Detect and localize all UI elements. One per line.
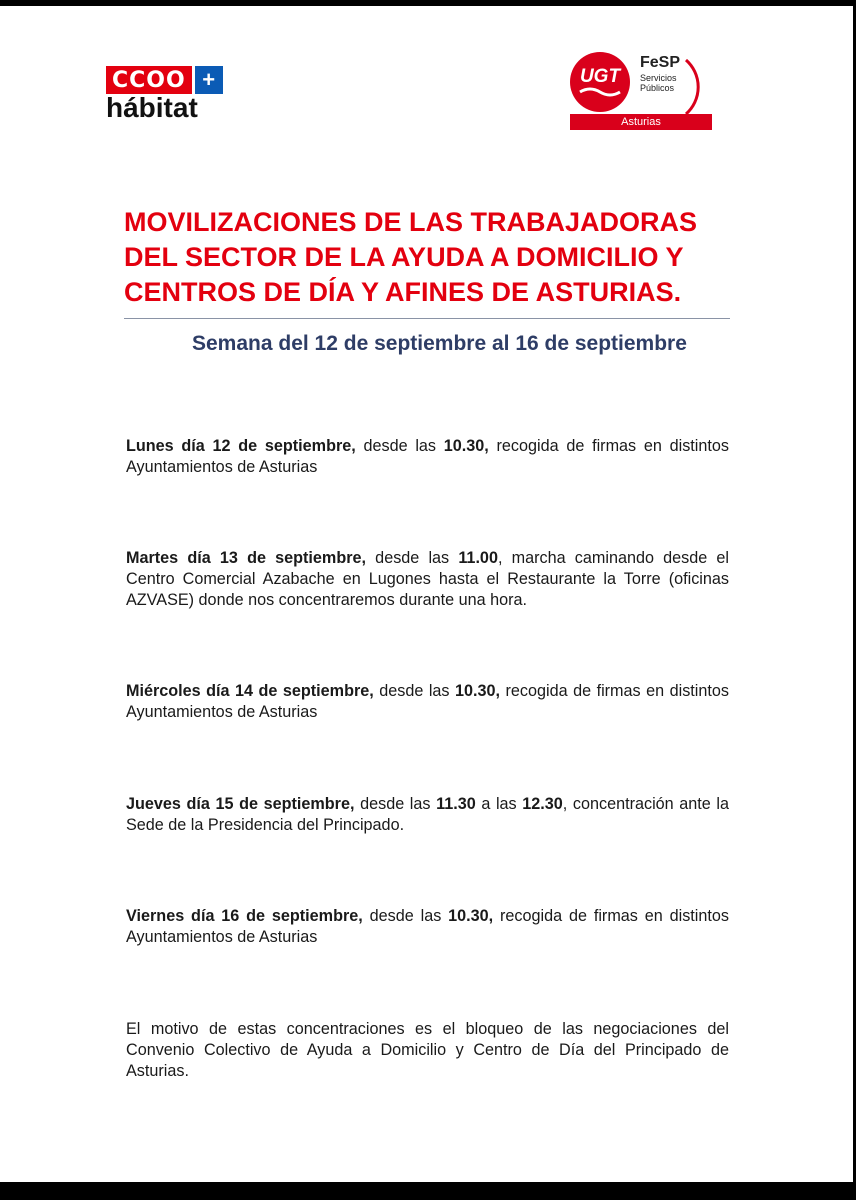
ugt-region-label: Asturias [570, 114, 712, 130]
ugt-fesp-logo [566, 52, 718, 132]
plus-icon: + [195, 66, 223, 94]
event-monday [126, 436, 729, 478]
event-day: Miércoles día 14 de septiembre, [126, 682, 374, 700]
title-line: MOVILIZACIONES DE LAS TRABAJADORAS [124, 207, 698, 237]
event-description: recogida de firmas en distintos Ayuntamientos de Asturias [126, 682, 729, 721]
event-description: , marcha caminando desde el Centro Comercial Azabache en Lugones hasta el Restaurante la Torre (oficinas AZVASE) donde nos concentraremos durante una hora. [126, 549, 729, 609]
event-thursday [126, 794, 729, 836]
title-divider [124, 318, 730, 319]
event-time: 10.30, [443, 437, 489, 455]
event-pre-time: desde las [373, 682, 456, 700]
event-wednesday [126, 681, 729, 723]
title-line: CENTROS DE DÍA Y AFINES DE ASTURIAS. [124, 277, 682, 307]
event-description: recogida de firmas en distintos Ayuntamientos de Asturias [126, 907, 730, 946]
ccoo-logo-bar [106, 66, 246, 94]
event-day: Lunes día 12 de septiembre, [126, 437, 356, 455]
event-day: Martes día 13 de septiembre, [126, 549, 367, 567]
ugt-services-label [640, 73, 677, 93]
event-pre-time: desde las [366, 549, 459, 567]
week-subtitle: Semana del 12 de septiembre al 16 de septiembre [192, 332, 687, 355]
ccoo-habitat-logo [106, 66, 246, 124]
event-description: recogida de firmas en distintos Ayuntamientos de Asturias [126, 437, 730, 476]
event-pre-time: desde las [354, 795, 437, 813]
event-friday [126, 906, 729, 948]
page-title [124, 205, 744, 310]
title-line: DEL SECTOR DE LA AYUDA A DOMICILIO Y [124, 242, 684, 272]
top-border [0, 0, 856, 6]
ccoo-logo-name: hábitat [106, 92, 198, 123]
ugt-publicos-text: Públicos [640, 83, 675, 93]
bottom-border [0, 1182, 856, 1200]
ccoo-logo-mark: CCOO [106, 66, 192, 94]
event-time: 10.30, [448, 907, 494, 925]
event-time: 11.30 [436, 795, 476, 813]
event-day: Viernes día 16 de septiembre, [126, 907, 363, 925]
event-mid: a las [475, 795, 523, 813]
event-description: , concentración ante la Sede de la Presidencia del Principado. [126, 795, 729, 834]
ugt-servicios-text: Servicios [640, 73, 677, 83]
closing-paragraph: El motivo de estas concentraciones es el bloqueo de las negociaciones del Convenio Colectivo de Ayuda a Domicilio y Centro de Día del Principado de Asturias. [126, 1020, 729, 1080]
event-tuesday [126, 548, 729, 611]
ugt-logo-arc [686, 60, 698, 114]
event-time-end: 12.30 [522, 795, 563, 813]
event-time: 10.30, [455, 682, 501, 700]
event-pre-time: desde las [362, 907, 449, 925]
ugt-fesp-label: FeSP [640, 54, 681, 71]
ugt-logo-mark: UGT [579, 66, 621, 87]
event-time: 11.00 [458, 549, 498, 567]
event-day: Jueves día 15 de septiembre, [126, 795, 355, 813]
event-pre-time: desde las [355, 437, 444, 455]
